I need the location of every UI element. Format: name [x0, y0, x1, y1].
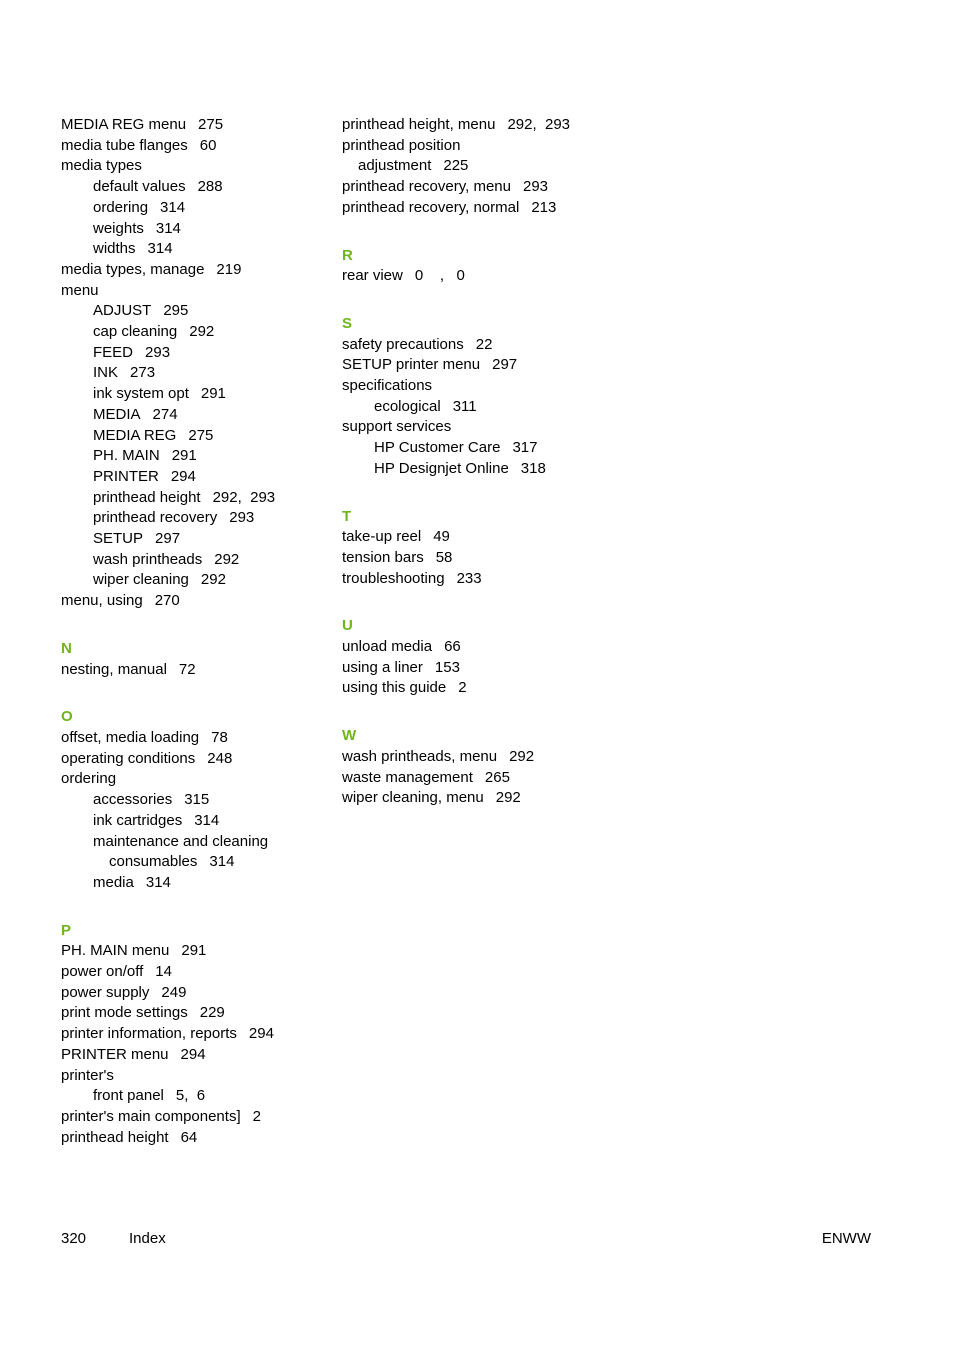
index-entry-term: ink system opt [93, 385, 189, 403]
index-entry-pages[interactable]: 229 [199, 1004, 225, 1022]
index-letter-heading: O [61, 708, 73, 726]
index-entry-term: HP Customer Care [374, 439, 501, 457]
index-letter-heading: U [342, 617, 353, 635]
index-entry-term: printer information, reports [61, 1025, 237, 1043]
index-entry-pages[interactable]: 314 [147, 240, 173, 258]
index-entry-term: printhead height, menu [342, 116, 496, 133]
index-entry-pages[interactable]: 297 [492, 356, 518, 374]
index-entry-pages[interactable]: 318 [520, 459, 546, 477]
index-entry-pages[interactable]: 291 [171, 447, 197, 465]
index-column-left [61, 115, 331, 1148]
index-entry [61, 1086, 331, 1107]
index-entry-pages[interactable]: 60 [199, 136, 217, 154]
index-letter-heading: T [342, 507, 352, 525]
index-entry-term: cap cleaning [93, 323, 178, 341]
index-entry [61, 384, 331, 405]
index-entry-term: media tube flanges [61, 136, 188, 154]
index-entry [342, 459, 642, 480]
index-entry-term: safety precautions [342, 335, 464, 353]
index-entry-term: default values [93, 178, 186, 196]
index-entry [61, 941, 331, 962]
index-entry-term: printhead recovery [93, 509, 218, 527]
index-entry-pages[interactable]: 311 [452, 397, 477, 415]
index-entry-term: printhead height [61, 1128, 169, 1146]
index-entry-pages[interactable]: 295 [163, 302, 189, 320]
index-entry-term: using this guide [342, 679, 447, 697]
index-entry-term: power on/off [61, 963, 144, 981]
index-entry-pages[interactable]: 0 , 0 [414, 267, 465, 285]
index-entry-term: print mode settings [61, 1004, 188, 1022]
index-entry-term: HP Designjet Online [374, 459, 509, 477]
index-entry [342, 156, 642, 177]
index-entry [61, 550, 331, 571]
index-entry-pages[interactable]: 219 [216, 260, 242, 278]
index-entry-term: PH. MAIN menu [61, 942, 170, 960]
index-entry-pages[interactable]: 72 [178, 660, 196, 678]
index-entry [61, 1066, 331, 1087]
index-entry-pages[interactable]: 291 [181, 942, 207, 960]
index-entry-term: support services [342, 418, 452, 436]
index-entry-term: MEDIA REG [93, 426, 177, 444]
index-entry-term: power supply [61, 983, 150, 1001]
index-entry-term: media [93, 873, 134, 891]
index-entry [61, 873, 331, 894]
index-entry-pages[interactable]: 293 [522, 178, 549, 196]
index-entry [61, 1128, 331, 1149]
index-column-right [342, 115, 642, 809]
index-entry [342, 569, 642, 590]
index-entry [61, 1024, 331, 1045]
index-entry [61, 405, 331, 426]
index-entry-term: ordering [61, 770, 117, 788]
index-entry [61, 749, 331, 770]
index-entry [342, 376, 642, 397]
index-entry-term: specifications [342, 377, 433, 395]
footer-document-code: ENWW [821, 1230, 871, 1247]
index-entry-term: consumables [109, 853, 198, 871]
index-letter-heading: W [342, 727, 357, 745]
index-entry-pages[interactable]: 292 [200, 571, 226, 589]
index-entry-pages[interactable]: 293 [229, 509, 255, 527]
index-entry [61, 156, 331, 177]
index-entry [61, 281, 331, 302]
index-entry-pages[interactable]: 64 [180, 1128, 198, 1146]
index-entry-pages[interactable]: 314 [209, 853, 235, 871]
index-entry [61, 343, 331, 364]
index-entry [61, 322, 331, 343]
index-entry-term: menu [61, 281, 99, 299]
index-entry [61, 832, 331, 853]
index-entry-term: adjustment [358, 157, 432, 175]
index-entry [61, 467, 331, 488]
index-entry-pages[interactable]: 66 [444, 638, 461, 656]
index-entry-pages[interactable]: 78 [211, 728, 228, 746]
index-entry [61, 239, 331, 260]
index-entry-term: widths [93, 240, 136, 258]
index-entry-term: PRINTER menu [61, 1045, 169, 1063]
index-entry-pages[interactable]: 292 [214, 550, 240, 568]
index-entry-pages[interactable]: 314 [155, 219, 181, 237]
index-entry-pages[interactable]: 274 [152, 405, 178, 423]
index-entry-pages[interactable]: 292, 293 [507, 116, 571, 133]
index-entry-pages[interactable]: 314 [145, 873, 171, 891]
index-entry [342, 747, 642, 768]
index-entry-pages[interactable]: 317 [512, 439, 538, 457]
index-entry-pages[interactable]: 249 [161, 983, 187, 1001]
index-entry-term: SETUP printer menu [342, 356, 481, 374]
index-entry-pages[interactable]: 2 [252, 1107, 261, 1125]
index-entry-term: INK [93, 364, 119, 382]
index-entry-term: nesting, manual [61, 660, 167, 678]
index-entry [61, 260, 331, 281]
index-entry-pages[interactable]: 265 [484, 768, 510, 786]
index-entry-term: rear view [342, 267, 403, 285]
index-entry-pages[interactable]: 293 [145, 343, 171, 361]
footer-section-title: Index [129, 1230, 166, 1247]
index-entry-pages[interactable]: 14 [155, 963, 172, 981]
index-entry-term: FEED [93, 343, 134, 361]
index-entry-term: ecological [374, 397, 441, 415]
index-entry-pages[interactable]: 273 [130, 364, 156, 382]
index-entry-pages[interactable]: 315 [184, 791, 210, 809]
index-entry-pages[interactable]: 294 [180, 1045, 206, 1063]
index-entry-term: printhead position [342, 136, 461, 154]
index-entry [61, 488, 331, 509]
index-entry [61, 363, 331, 384]
index-entry [61, 962, 331, 983]
index-entry-term: waste management [342, 768, 473, 786]
index-letter-heading: S [342, 314, 353, 332]
index-entry [61, 790, 331, 811]
index-entry-term: wash printheads, menu [342, 747, 498, 765]
index-entry [342, 438, 642, 459]
index-entry [61, 660, 331, 681]
index-entry-pages[interactable]: 297 [155, 530, 181, 548]
index-entry [61, 198, 331, 219]
index-entry-term: weights [93, 219, 144, 237]
index-entry [61, 529, 331, 550]
index-entry-term: using a liner [342, 658, 423, 676]
index-entry [61, 570, 331, 591]
index-entry-pages[interactable]: 49 [433, 528, 450, 546]
index-entry-term: printer's main components] [61, 1107, 241, 1125]
index-entry [61, 446, 331, 467]
index-entry [61, 728, 331, 749]
index-entry-term: ink cartridges [93, 811, 183, 829]
index-entry [342, 136, 642, 157]
index-entry-pages[interactable]: 292 [495, 789, 521, 807]
index-entry-term: front panel [93, 1087, 164, 1105]
index-entry [342, 417, 642, 438]
index-entry-term: media types, manage [61, 260, 205, 278]
index-entry-pages[interactable]: 292, 293 [212, 488, 276, 506]
index-entry-term: operating conditions [61, 749, 196, 767]
index-entry-pages[interactable]: 288 [197, 178, 223, 196]
index-entry [61, 852, 331, 873]
index-entry-pages[interactable]: 225 [443, 157, 469, 175]
index-entry-term: take-up reel [342, 528, 422, 546]
index-entry [342, 115, 642, 136]
index-entry [61, 1003, 331, 1024]
index-entry [61, 811, 331, 832]
index-entry-term: MEDIA [93, 405, 141, 423]
index-entry-pages[interactable]: 248 [207, 749, 233, 767]
index-entry-term: media types [61, 157, 142, 175]
index-entry-term: menu, using [61, 592, 143, 610]
index-entry-term: accessories [93, 791, 173, 809]
index-entry [61, 115, 331, 136]
index-entry [342, 548, 642, 569]
index-entry-pages[interactable]: 5, 6 [175, 1087, 206, 1105]
index-entry [61, 1107, 331, 1128]
index-entry-pages[interactable]: 233 [456, 569, 482, 587]
index-entry-pages[interactable]: 314 [194, 811, 220, 829]
index-entry-pages[interactable]: 314 [160, 198, 186, 216]
index-entry-pages[interactable]: 275 [188, 426, 214, 444]
index-entry-term: tension bars [342, 548, 424, 566]
index-entry [61, 136, 331, 157]
index-entry [342, 335, 642, 356]
index-entry-pages[interactable]: 58 [435, 548, 453, 566]
index-entry [342, 788, 642, 809]
index-entry-term: wiper cleaning [93, 571, 189, 589]
index-entry-term: wash printheads [93, 550, 203, 568]
index-entry-term: offset, media loading [61, 728, 200, 746]
index-entry [342, 678, 642, 699]
index-entry-pages[interactable]: 294 [248, 1025, 274, 1043]
index-entry [61, 591, 331, 612]
index-entry [342, 198, 642, 219]
index-entry-term: maintenance and cleaning [93, 832, 269, 850]
index-entry-pages[interactable]: 275 [198, 116, 224, 133]
index-entry-term: wiper cleaning, menu [342, 789, 484, 807]
index-entry-term: unload media [342, 638, 433, 656]
index-letter-heading: P [61, 921, 72, 939]
index-entry [342, 768, 642, 789]
index-entry-term: printhead recovery, menu [342, 178, 511, 196]
index-entry-term: printhead height [93, 488, 201, 506]
index-entry [61, 219, 331, 240]
index-entry-pages[interactable]: 153 [434, 658, 460, 676]
index-entry-pages[interactable]: 22 [475, 335, 493, 353]
index-entry-term: ADJUST [93, 302, 152, 320]
index-entry-pages[interactable]: 291 [200, 385, 226, 403]
index-entry [61, 177, 331, 198]
index-entry [61, 1045, 331, 1066]
index-entry [61, 769, 331, 790]
index-entry-pages[interactable]: 292 [189, 323, 215, 341]
index-entry [342, 266, 642, 287]
index-entry-term: PRINTER [93, 467, 159, 485]
index-entry-pages[interactable]: 270 [154, 592, 180, 610]
index-entry-term: troubleshooting [342, 569, 445, 587]
index-entry [342, 527, 642, 548]
index-entry-term: MEDIA REG menu [61, 116, 187, 133]
index-entry [61, 426, 331, 447]
index-entry-term: PH. MAIN [93, 447, 160, 465]
index-entry [342, 355, 642, 376]
index-letter-heading: R [342, 246, 353, 264]
index-entry [61, 301, 331, 322]
footer-page-number: 320 [61, 1230, 87, 1247]
index-entry-pages[interactable]: 292 [509, 747, 535, 765]
index-entry-pages[interactable]: 2 [458, 679, 467, 697]
index-entry [342, 658, 642, 679]
index-entry [342, 397, 642, 418]
index-entry-term: printhead recovery, normal [342, 198, 520, 216]
index-letter-heading: N [61, 639, 72, 657]
index-entry-pages[interactable]: 213 [531, 198, 557, 216]
index-entry [342, 637, 642, 658]
index-entry [342, 177, 642, 198]
index-entry-term: SETUP [93, 530, 144, 548]
index-entry-term: printer's [61, 1066, 114, 1084]
index-entry-term: ordering [93, 198, 149, 216]
index-entry [61, 508, 331, 529]
index-entry-pages[interactable]: 294 [170, 467, 196, 485]
index-entry [61, 983, 331, 1004]
